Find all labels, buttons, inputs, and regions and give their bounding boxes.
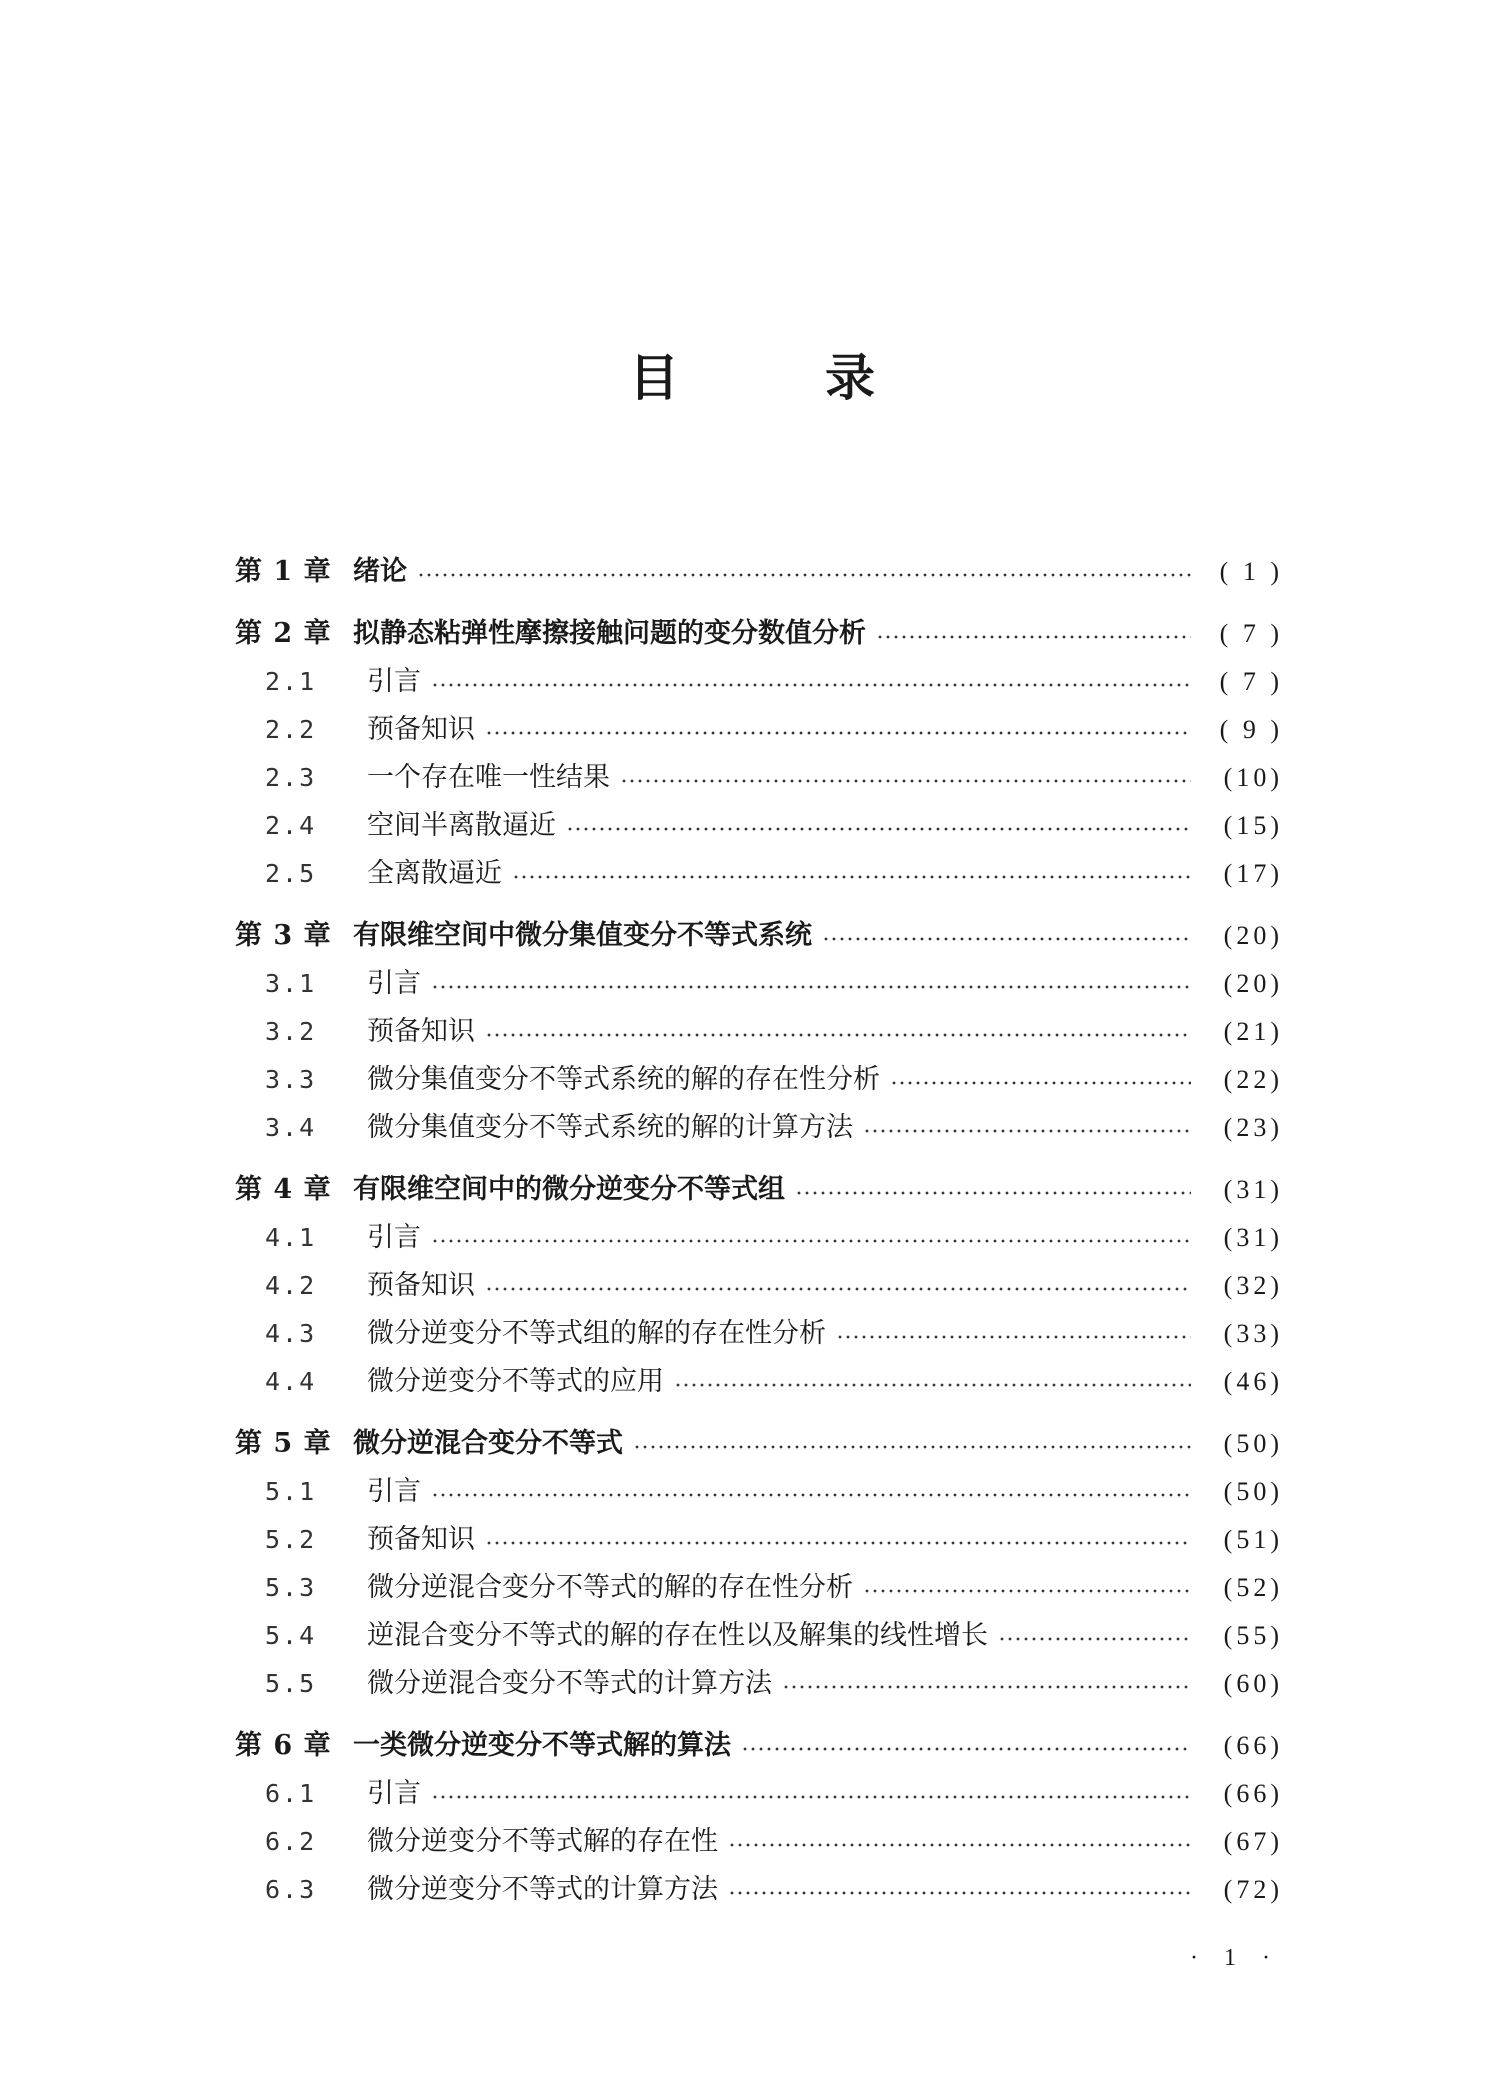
toc-section-entry[interactable] [235, 1516, 1283, 1564]
entry-title: 引言 [367, 1222, 421, 1253]
dot-leader [782, 1685, 1191, 1689]
toc-chapter-entry[interactable] [235, 548, 1283, 596]
entry-page-number: ( 9 ) [1219, 715, 1283, 744]
toc-chapter-entry[interactable] [235, 1722, 1283, 1770]
entry-number: 5.1 [265, 1477, 317, 1506]
toc-section-entry[interactable] [235, 1468, 1283, 1516]
entry-title: 预备知识 [367, 1524, 475, 1555]
toc-section-entry[interactable] [235, 1612, 1283, 1660]
toc-section-entry[interactable] [235, 1008, 1283, 1056]
toc-chapter-entry[interactable] [235, 912, 1283, 960]
entry-title: 微分逆混合变分不等式的计算方法 [367, 1668, 772, 1699]
entry-title: 微分逆变分不等式组的解的存在性分析 [367, 1318, 826, 1349]
entry-title: 空间半离散逼近 [367, 810, 556, 841]
dot-leader [431, 985, 1191, 989]
entry-page-number: ( 7 ) [1219, 667, 1283, 696]
toc-section-entry[interactable] [235, 1866, 1283, 1914]
entry-page-number: (67) [1223, 1827, 1283, 1856]
entry-page-number: (23) [1223, 1113, 1283, 1142]
entry-page-number: (31) [1223, 1175, 1283, 1204]
toc-section-entry[interactable] [235, 754, 1283, 802]
entry-page-number: (51) [1223, 1525, 1283, 1554]
dot-leader [876, 635, 1191, 639]
toc-section-entry[interactable] [235, 1262, 1283, 1310]
dot-leader [512, 875, 1191, 879]
dot-leader [863, 1129, 1191, 1133]
toc-section-entry[interactable] [235, 1818, 1283, 1866]
entry-number: 4.2 [265, 1271, 317, 1300]
dot-leader [728, 1843, 1191, 1847]
entry-number: 4.1 [265, 1223, 317, 1252]
entry-title: 引言 [367, 1778, 421, 1809]
toc-section-entry[interactable] [235, 658, 1283, 706]
entry-number: 2.2 [265, 715, 317, 744]
dot-leader [485, 731, 1191, 735]
toc-section-entry[interactable] [235, 1770, 1283, 1818]
entry-page-number: (60) [1223, 1669, 1283, 1698]
entry-number: 5.4 [265, 1621, 317, 1650]
toc-section-entry[interactable] [235, 1056, 1283, 1104]
entry-number: 5.3 [265, 1573, 317, 1602]
entry-number: 3.1 [265, 969, 317, 998]
entry-title: 微分集值变分不等式系统的解的存在性分析 [367, 1064, 880, 1095]
entry-number: 第 6 章 [235, 1730, 332, 1761]
entry-title: 全离散逼近 [367, 858, 502, 889]
toc-section-entry[interactable] [235, 1104, 1283, 1152]
entry-page-number: (20) [1223, 969, 1283, 998]
entry-number: 第 2 章 [235, 618, 332, 649]
toc-section-entry[interactable] [235, 1358, 1283, 1406]
entry-title: 预备知识 [367, 1270, 475, 1301]
toc-section-entry[interactable] [235, 1310, 1283, 1358]
entry-title: 有限维空间中微分集值变分不等式系统 [353, 920, 812, 951]
entry-number: 3.2 [265, 1017, 317, 1046]
dot-leader [633, 1445, 1191, 1449]
entry-title: 有限维空间中的微分逆变分不等式组 [353, 1174, 785, 1205]
entry-number: 2.3 [265, 763, 317, 792]
entry-title: 预备知识 [367, 714, 475, 745]
dot-leader [822, 937, 1191, 941]
entry-page-number: (22) [1223, 1065, 1283, 1094]
entry-page-number: (21) [1223, 1017, 1283, 1046]
entry-title: 一个存在唯一性结果 [367, 762, 610, 793]
entry-number: 4.3 [265, 1319, 317, 1348]
dot-leader [620, 779, 1191, 783]
table-of-contents [235, 548, 1283, 1914]
entry-page-number: (33) [1223, 1319, 1283, 1348]
entry-number: 第 3 章 [235, 920, 332, 951]
entry-page-number: (50) [1223, 1429, 1283, 1458]
dot-leader [728, 1891, 1191, 1895]
entry-title: 微分逆变分不等式的计算方法 [367, 1874, 718, 1905]
entry-title: 引言 [367, 1476, 421, 1507]
toc-chapter-entry[interactable] [235, 610, 1283, 658]
page-number: · 1 · [1190, 1945, 1280, 1971]
toc-section-entry[interactable] [235, 1660, 1283, 1708]
entry-page-number: (20) [1223, 921, 1283, 950]
entry-page-number: (31) [1223, 1223, 1283, 1252]
toc-section-entry[interactable] [235, 706, 1283, 754]
toc-section-entry[interactable] [235, 1564, 1283, 1612]
toc-chapter-entry[interactable] [235, 1420, 1283, 1468]
dot-leader [674, 1383, 1191, 1387]
entry-title: 微分逆混合变分不等式的解的存在性分析 [367, 1572, 853, 1603]
entry-page-number: (66) [1223, 1779, 1283, 1808]
entry-number: 第 5 章 [235, 1428, 332, 1459]
entry-title: 引言 [367, 968, 421, 999]
entry-title: 绪论 [353, 556, 407, 587]
entry-title: 微分逆变分不等式的应用 [367, 1366, 664, 1397]
entry-page-number: (50) [1223, 1477, 1283, 1506]
entry-title: 微分逆变分不等式解的存在性 [367, 1826, 718, 1857]
entry-number: 3.4 [265, 1113, 317, 1142]
entry-number: 6.2 [265, 1827, 317, 1856]
entry-page-number: (66) [1223, 1731, 1283, 1760]
dot-leader [890, 1081, 1191, 1085]
entry-number: 5.5 [265, 1669, 317, 1698]
toc-section-entry[interactable] [235, 850, 1283, 898]
dot-leader [485, 1541, 1191, 1545]
entry-number: 4.4 [265, 1367, 317, 1396]
entry-title: 预备知识 [367, 1016, 475, 1047]
entry-page-number: (32) [1223, 1271, 1283, 1300]
entry-page-number: (72) [1223, 1875, 1283, 1904]
entry-page-number: (17) [1223, 859, 1283, 888]
entry-page-number: (15) [1223, 811, 1283, 840]
entry-title: 微分逆混合变分不等式 [353, 1428, 623, 1459]
entry-number: 5.2 [265, 1525, 317, 1554]
dot-leader [836, 1335, 1191, 1339]
entry-title: 引言 [367, 666, 421, 697]
entry-title: 一类微分逆变分不等式解的算法 [353, 1730, 731, 1761]
entry-page-number: (52) [1223, 1573, 1283, 1602]
entry-number: 6.1 [265, 1779, 317, 1808]
page-title: 目 录 [629, 348, 923, 407]
dot-leader [998, 1637, 1191, 1641]
toc-section-entry[interactable] [235, 960, 1283, 1008]
entry-number: 6.3 [265, 1875, 317, 1904]
entry-title: 微分集值变分不等式系统的解的计算方法 [367, 1112, 853, 1143]
dot-leader [566, 827, 1191, 831]
toc-chapter-entry[interactable] [235, 1166, 1283, 1214]
entry-title: 拟静态粘弹性摩擦接触问题的变分数值分析 [353, 618, 866, 649]
dot-leader [485, 1287, 1191, 1291]
entry-page-number: (46) [1223, 1367, 1283, 1396]
entry-number: 3.3 [265, 1065, 317, 1094]
dot-leader [431, 1493, 1191, 1497]
entry-page-number: (10) [1223, 763, 1283, 792]
entry-number: 第 4 章 [235, 1174, 332, 1205]
entry-page-number: ( 7 ) [1219, 619, 1283, 648]
toc-section-entry[interactable] [235, 1214, 1283, 1262]
entry-page-number: (55) [1223, 1621, 1283, 1650]
entry-number: 2.4 [265, 811, 317, 840]
dot-leader [485, 1033, 1191, 1037]
dot-leader [431, 1239, 1191, 1243]
entry-number: 2.1 [265, 667, 317, 696]
dot-leader [741, 1747, 1191, 1751]
dot-leader [863, 1589, 1191, 1593]
dot-leader [431, 683, 1191, 687]
dot-leader [431, 1795, 1191, 1799]
entry-page-number: ( 1 ) [1219, 557, 1283, 586]
dot-leader [795, 1191, 1191, 1195]
dot-leader [417, 573, 1191, 577]
toc-section-entry[interactable] [235, 802, 1283, 850]
entry-number: 第 1 章 [235, 556, 332, 587]
entry-number: 2.5 [265, 859, 317, 888]
entry-title: 逆混合变分不等式的解的存在性以及解集的线性增长 [367, 1620, 988, 1651]
